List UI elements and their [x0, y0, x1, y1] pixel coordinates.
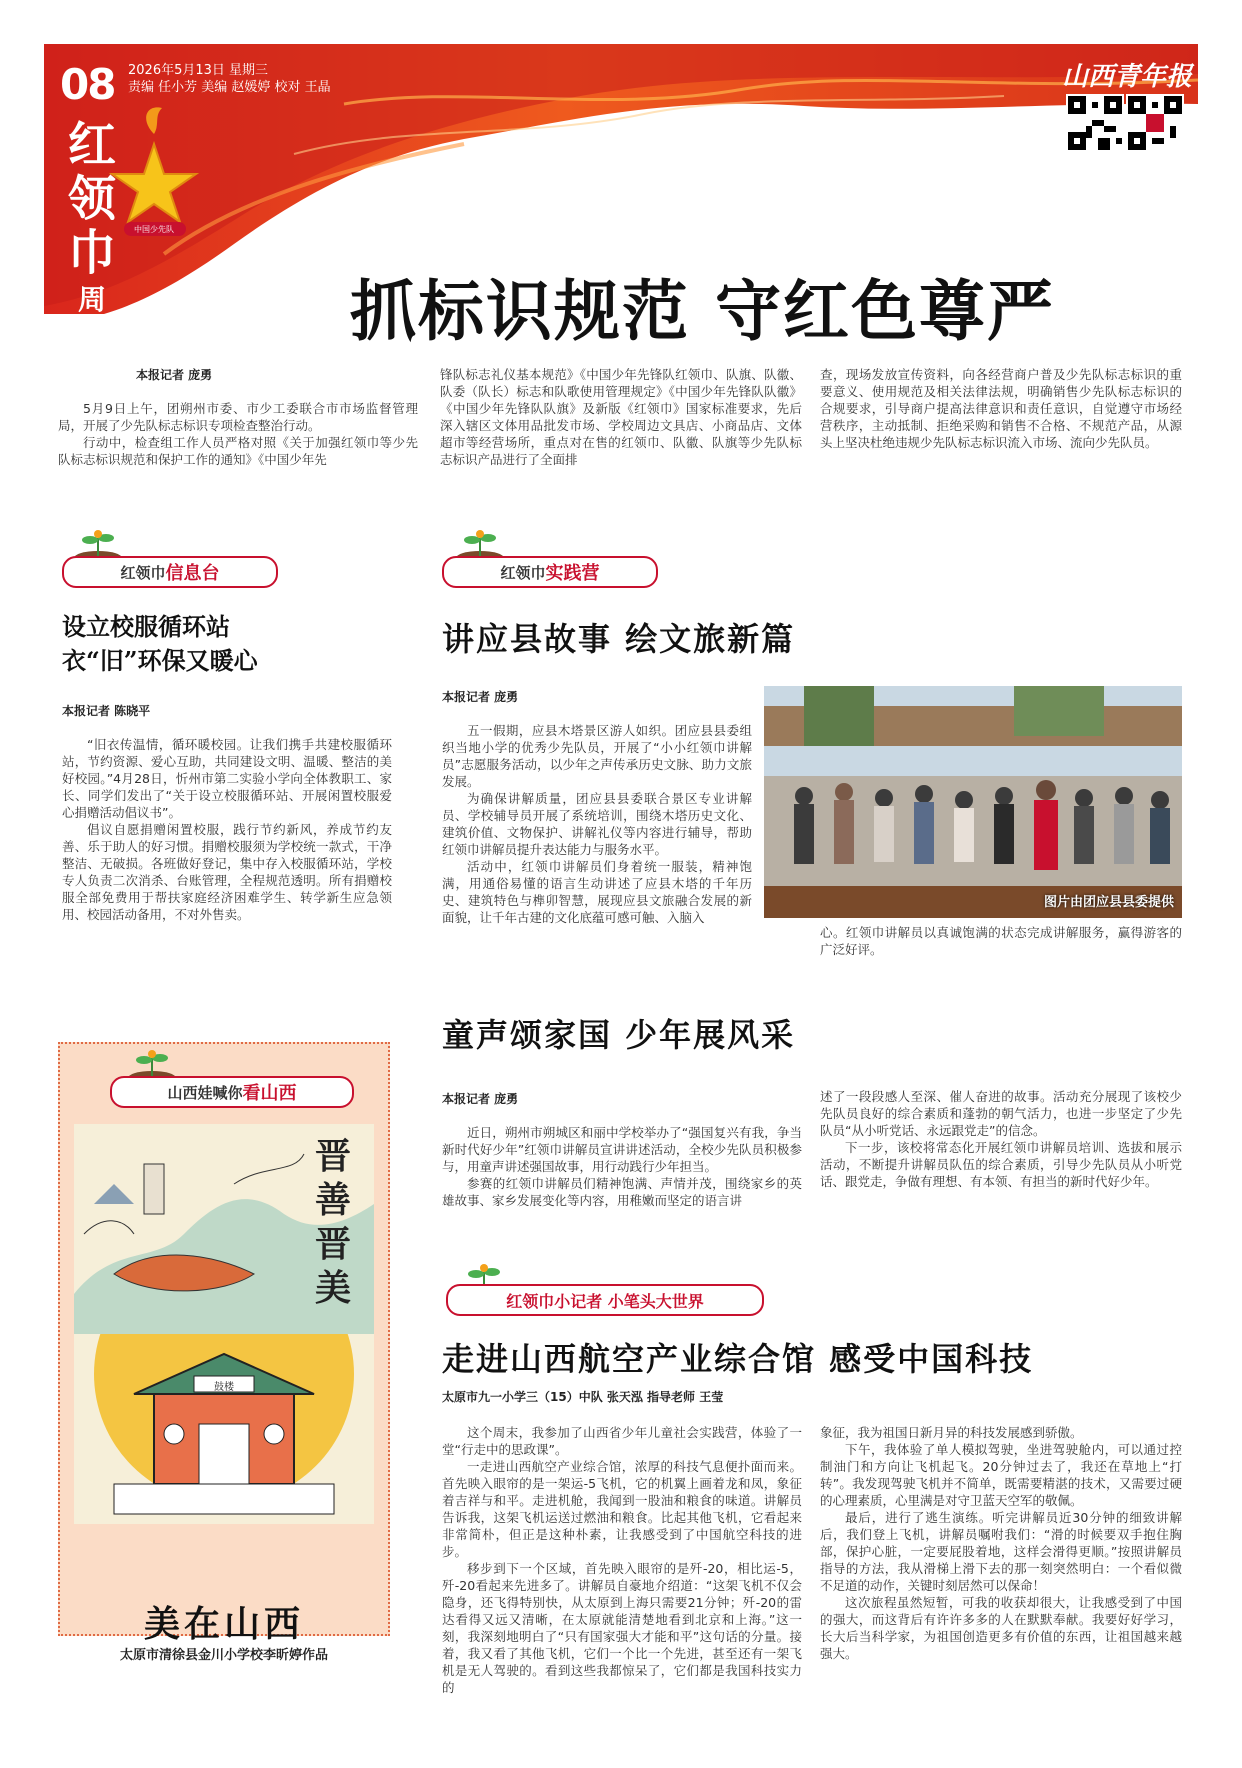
practice-camp-byline: 本报记者 庞勇 — [442, 690, 519, 704]
paragraph: 最后，进行了逃生演练。听完讲解员近30分钟的细致讲解后，我们登上飞机，讲解员嘱咐我们：“滑的时候要双手抱住胸部，保护心脏，一定要屁股着地，这样会滑得更顺。”按照讲解员指导的方法，我从滑梯上滑下去的那一刻突然明白：一个看似微不足道的动作，关键时刻居然可以保命！ — [820, 1510, 1182, 1593]
paragraph: 锋队标志礼仪基本规范》《中国少年先锋队红领巾、队旗、队徽、队委（队长）标志和队歌使用管理规定》《中国少年先锋队队徽》《中国少年先锋队队旗》及新版《红领巾》国家标准要求，先后深入辖区文体用品批发市场、学校周边文具店、小商品店、文体超市等经营场所，重点对在售的红领巾、队徽、队旗等少先队标志标识产品进行了全面排 — [440, 367, 802, 467]
main-byline: 本报记者 庞勇 — [136, 368, 213, 382]
crowd-photo-illustration — [764, 686, 1182, 918]
child-painting — [74, 1124, 374, 1524]
reporter-col-1 — [442, 1424, 802, 1696]
column-char: 领 — [67, 171, 116, 227]
children-voice-title: 童声颂家国 少年展风采 — [442, 1016, 796, 1054]
issue-date: 2026年5月13日 星期三 — [128, 63, 269, 78]
children-voice-col-1 — [442, 1124, 802, 1209]
column-sub-char: 周 — [77, 283, 106, 316]
main-col-1 — [58, 400, 418, 468]
paragraph: 象征，我为祖国日新月异的科技发展感到骄傲。 — [820, 1425, 1083, 1440]
paragraph: 为确保讲解质量，团应县县委联合景区专业讲解员、学校辅导员开展了系统培训，围绕木塔历史文化、建筑价值、文物保护、讲解礼仪等内容进行辅导，帮助红领巾讲解员提升表达能力与服务水平。 — [442, 791, 752, 857]
main-col-2 — [440, 366, 802, 468]
reporter-col-2 — [820, 1424, 1182, 1662]
paragraph: 五一假期，应县木塔景区游人如织。团应县县委组织当地小学的优秀少先队员，开展了“小小红领巾讲解员”志愿服务活动，以少年之声传承历史文脉、助力文旅发展。 — [442, 723, 752, 789]
tag-highlight: 看山西 — [242, 1083, 297, 1104]
paragraph: 查，现场发放宣传资料，向各经营商户普及少先队标志标识的重要意义、使用规范及相关法律法规，明确销售少先队标志标识的合规要求，引导商户提高法律意识和责任意识，自觉遵守市场经营秩序，主动抵制、拒绝采购和销售不合格、不规范产品，从源头上坚决杜绝违规少先队标志标识流入市场、流向少先队员。 — [820, 367, 1182, 450]
paragraph: 活动中，红领巾讲解员们身着统一服装，精神饱满，用通俗易懂的语言生动讲述了应县木塔的千年历史、建筑特色与榫卯智慧，展现应县文旅融合发展的新面貌，让千年古建的文化底蕴可感可触、入脑入 — [442, 859, 752, 925]
practice-camp-body — [442, 722, 752, 926]
paragraph: 参赛的红领巾讲解员们精神饱满、声情并茂，围绕家乡的英雄故事、家乡发展变化等内容，用稚嫩而坚定的语言讲 — [442, 1176, 802, 1208]
paragraph: 下午，我体验了单人模拟驾驶，坐进驾驶舱内，可以通过控制油门和方向让飞机起飞。20分钟过去了，我还在草地上“打转”。我发现驾驶飞机并不简单，既需要精湛的技术，又需要过硬的心理素质，心里满是对守卫蓝天空军的敬佩。 — [820, 1442, 1182, 1508]
reporter-byline: 太原市九一小学三（15）中队 张天泓 指导老师 王莹 — [442, 1390, 724, 1404]
photo-credit: 图片由团应县县委提供 — [1043, 895, 1174, 910]
main-col-3 — [820, 366, 1182, 451]
title-line: 衣“旧”环保又暖心 — [62, 646, 258, 675]
paragraph: 这个周末，我参加了山西省少年儿童社会实践营，体验了一堂“行走中的思政课”。 — [442, 1425, 802, 1457]
info-desk-byline: 本报记者 陈晓平 — [62, 704, 151, 718]
tag-prefix: 红领巾 — [120, 563, 166, 582]
paragraph: 近日，朔州市朔城区和丽中学校举办了“强国复兴有我，争当新时代好少年”红领巾讲解员宣讲讲述活动，全校少先队员积极参与，用童声讲述强国故事，用行动践行少年担当。 — [442, 1125, 802, 1174]
reporter-title: 走进山西航空产业综合馆 感受中国科技 — [442, 1340, 1034, 1378]
practice-camp-continuation — [820, 924, 1182, 958]
paragraph: 述了一段段感人至深、催人奋进的故事。活动充分展现了该校少先队员良好的综合素质和蓬勃的朝气活力，也进一步坚定了少先队员“从小听党话、永远跟党走”的信念。 — [820, 1089, 1182, 1138]
paragraph: 这次旅程虽然短暂，可我的收获却很大，让我感受到了中国的强大，而这背后有许许多多的人在默默奉献。我要好好学习，长大后当科学家，为祖国创造更多有价值的东西，让祖国越来越强大。 — [820, 1595, 1182, 1661]
paragraph: 一走进山西航空产业综合馆，浓厚的科技气息便扑面而来。首先映入眼帘的是一架运-5飞机，它的机翼上画着龙和凤，象征着吉祥与和平。走进机舱，我闻到一股油和粮食的味道。讲解员告诉我，这架飞机运送过燃油和粮食。比起其他飞机，它看起来非常简朴，但正是这种朴素，让我感受到了中国航空科技的进步。 — [442, 1459, 802, 1559]
art-credit: 太原市清徐县金川小学校李昕婷作品 — [119, 1648, 328, 1663]
tag-highlight: 信息台 — [165, 563, 220, 584]
news-photo — [764, 686, 1182, 918]
info-desk-body — [62, 736, 392, 923]
tag-prefix: 山西娃喊你 — [167, 1083, 243, 1102]
issue-meta — [128, 62, 331, 96]
paragraph: 倡议自愿捐赠闲置校服，践行节约新风，养成节约友善、乐于助人的好习惯。捐赠校服须为学校统一款式，干净整洁、无破损。各班做好登记，集中存入校服循环站，学校专人负责二次消杀、台账管理，全程规范透明。所有捐赠校服全部免费用于帮扶家庭经济困难学生、转学新生应急领用、校园活动备用，不对外售卖。 — [62, 822, 392, 922]
section-tag-practice-camp — [442, 556, 658, 588]
title-line: 设立校服循环站 — [62, 612, 230, 641]
info-desk-title — [62, 610, 258, 678]
badge-label: 中国少先队 — [134, 225, 174, 234]
paragraph: 心。红领巾讲解员以真诚饱满的状态完成讲解服务，赢得游客的广泛好评。 — [820, 925, 1182, 957]
gate-plaque-text: 鼓楼 — [214, 1382, 234, 1393]
editor-credits: 责编 任小芳 美编 赵媛婷 校对 王晶 — [128, 80, 331, 95]
paragraph: 行动中，检查组工作人员严格对照《关于加强红领巾等少先队标志标识规范和保护工作的通知》《中国少年先 — [58, 435, 418, 467]
painting-calligraphy: 晋善晋美 — [314, 1135, 351, 1309]
tag-highlight: 实践营 — [545, 563, 600, 584]
column-char: 红 — [67, 117, 116, 173]
section-tag-info-desk — [62, 556, 278, 588]
section-tag-reporter: 红领巾小记者 小笔头大世界 — [446, 1284, 764, 1316]
column-sub-char: 刊 — [77, 323, 106, 356]
qr-code-icon[interactable] — [1066, 94, 1124, 152]
paragraph: “旧衣传温情，循环暖校园。让我们携手共建校服循环站，节约资源、爱心互助，共同建设文明、温暖、整洁的美好校园。”4月28日，忻州市第二实验小学向全体教职工、家长、同学们发出了“关于设立校服循环站、开展闲置校服爱心捐赠活动倡议书”。 — [62, 737, 392, 820]
tag-prefix: 红领巾 — [500, 563, 546, 582]
practice-camp-title: 讲应县故事 绘文旅新篇 — [442, 620, 796, 658]
column-name — [62, 118, 122, 360]
paragraph: 移步到下一个区域，首先映入眼帘的是歼-20，相比运-5，歼-20看起来先进多了。讲解员自豪地介绍道：“这架飞机不仅会隐身，还飞得特别快，从太原到上海只需要21分钟；歼-20的雷达看得又远又清晰，在太原就能清楚地看到北京和上海。”这一刻，我深刻地明白了“只有国家强大才能和平”这句话的分量。接着，我又看了其他飞机，它们一个比一个先进，甚至还有一架飞机是无人驾驶的。看到这些我都惊呆了，它们都是我国科技实力的 — [442, 1561, 802, 1695]
art-title: 美在山西 — [143, 1603, 304, 1645]
children-voice-col-2 — [820, 1088, 1182, 1190]
paper-logo: 山西青年报 — [1062, 62, 1193, 92]
column-char: 巾 — [67, 225, 116, 281]
qr-code-icon[interactable] — [1126, 94, 1184, 152]
section-tag-see-shanxi — [110, 1076, 354, 1108]
paragraph: 5月9日上午，团朔州市委、市少工委联合市市场监督管理局，开展了少先队标志标识专项检查整治行动。 — [58, 401, 418, 433]
main-headline: 抓标识规范 守红色尊严 — [350, 272, 1055, 350]
children-voice-byline: 本报记者 庞勇 — [442, 1092, 519, 1106]
paragraph: 下一步，该校将常态化开展红领巾讲解员培训、选拔和展示活动，不断提升讲解员队伍的综合素质，引导少先队员从小听党话、跟党走，争做有理想、有本领、有担当的新时代好少年。 — [820, 1140, 1182, 1189]
page-number: 08 — [60, 60, 115, 109]
